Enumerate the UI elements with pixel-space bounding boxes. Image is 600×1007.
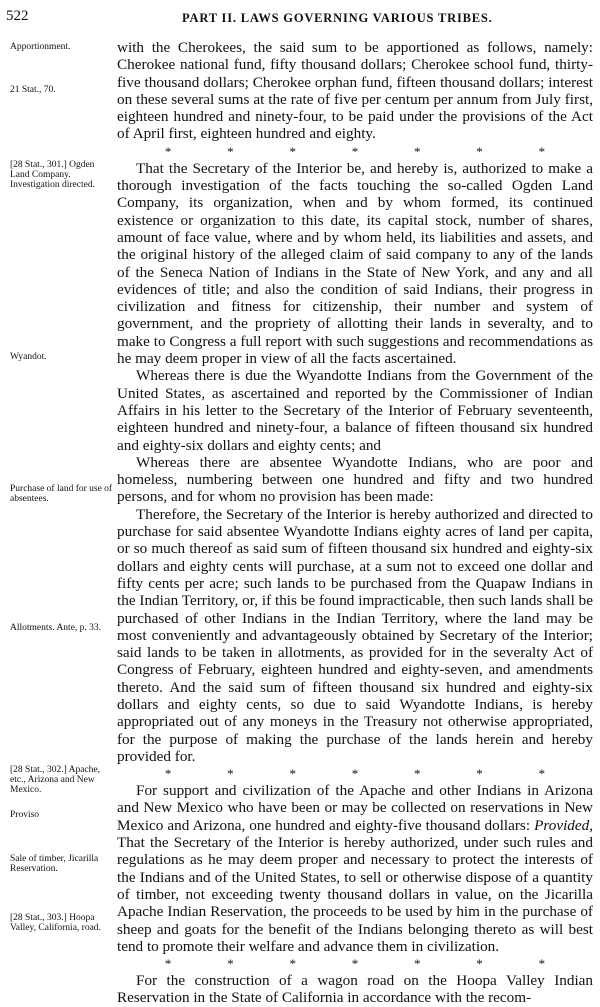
paragraph-apache bbox=[117, 782, 593, 955]
star-mark: * bbox=[164, 956, 172, 972]
star-mark: * bbox=[289, 766, 296, 782]
paragraph-wyandotte-absentee: Whereas there are absentee Wyandotte Indians, who are poor and homeless, numbering between one hundred and fifty and two hundred persons, and for whom no provision has been made: bbox=[117, 453, 593, 506]
margin-note-ogden: [28 Stat., 301.] Ogden Land Company. Investigation directed. bbox=[10, 160, 95, 190]
star-mark: * bbox=[476, 956, 483, 972]
star-mark: * bbox=[414, 956, 421, 972]
star-mark: * bbox=[289, 956, 296, 972]
page-number: 522 bbox=[6, 8, 29, 24]
paragraph-hoopa: For the construction of a wagon road on the Hoopa Valley Indian Reservation in the State of California in accordance with the recom- bbox=[117, 972, 593, 1007]
star-mark: * bbox=[289, 143, 296, 159]
margin-note-wyandot: Wyandot. bbox=[10, 352, 47, 362]
paragraph-purchase: Therefore, the Secretary of the Interior is hereby authorized and directed to purchase for said absentee Wyandotte Indians eighty acres of land per capita, or so much thereof as said sum of fifteen thousand six hundred and eighty-six dollars and eighty cents will purchase, at a sum not to exceed one dollar and fifty cents per acre; such lands to be purchased from the Quapaw Indians in the Indian Territory, or, if this be found impracticable, then such lands shall be purchased of other Indians in the Indian Territory, where the land may be most conveniently and advantageously obtained by Secretary of the Interior; said lands to be taken in allotments, as provided for in the severalty Act of Congress of February, eighteen hundred and eighty-seven, and amendments thereto. And the said sum of fifteen thousand six hundred and eighty-six dollars and eighty cents, so due to said Wyandotte Indians, is hereby appropriated out of any moneys in the Treasury not otherwise appropriated, for the purpose of making the purchase of the lands herein and hereby provided for. bbox=[117, 505, 593, 765]
running-head: PART II. LAWS GOVERNING VARIOUS TRIBES. bbox=[182, 11, 493, 25]
star-mark: * bbox=[164, 766, 172, 782]
paragraph-cherokee: with the Cherokees, the said sum to be apportioned as follows, namely: Cherokee national fund, fifty thousand dollars; Cherokee school fund, thirty-five thousand dollars; Cherokee orphan fund, fifteen thousand dollars; interest on these several sums at the rate of five per centum per annum from July first, eighteen hundred and ninety-four, to be paid under the provisions of the Act of April first, eighteen hundred and eighty. bbox=[117, 39, 593, 143]
page-header bbox=[6, 8, 592, 28]
star-mark: * bbox=[476, 766, 483, 782]
star-mark: * bbox=[414, 143, 421, 159]
star-mark: * bbox=[476, 143, 483, 159]
section-separator bbox=[117, 765, 593, 782]
star-mark: * bbox=[351, 766, 359, 782]
margin-note-timber: Sale of timber, Jicarilla Reservation. bbox=[10, 854, 99, 874]
star-mark: * bbox=[227, 956, 234, 972]
star-mark: * bbox=[538, 956, 546, 972]
paragraph-ogden: That the Secretary of the Interior be, and hereby is, authorized to make a thorough investigation of the facts touching the so-called Ogden Land Company, its organization, when and by whom formed, its continued existence or organization to this date, its capital stock, number of shares, amount of face value, where and by whom held, its liabilities and assets, and the original history of the alleged claim of said company to any of the lands of the Seneca Nation of Indians in the State of New York, and any and all evidences of title; and also the condition of said Indians, their progress in civilization and fitness for citizenship, their number and system of government, and the propriety of allotting their lands in severalty, and to make to Congress a full report with such suggestions and recommendations as he may deem proper in view of all the facts ascertained. bbox=[117, 159, 593, 368]
margin-note-allotments: Allotments. Ante, p. 33. bbox=[10, 623, 102, 633]
star-mark: * bbox=[538, 143, 546, 159]
star-mark: * bbox=[164, 143, 172, 159]
margin-note-apportionment: Apportionment. bbox=[10, 42, 71, 52]
star-mark: * bbox=[351, 956, 359, 972]
proviso-word: Provided, bbox=[534, 816, 594, 834]
star-mark: * bbox=[351, 143, 359, 159]
section-separator bbox=[117, 143, 593, 160]
star-mark: * bbox=[227, 143, 234, 159]
apache-text: For support and civilization of the Apache and other Indians in Arizona and New Mexico who have been or may be collected on reservations in New Mexico and Arizona, one hundred and eighty-five thousand dollars: bbox=[117, 782, 593, 834]
margin-note-apache: [28 Stat., 302.] Apache, etc., Arizona and New Mexico. bbox=[10, 765, 100, 795]
star-mark: * bbox=[538, 766, 546, 782]
star-mark: * bbox=[227, 766, 234, 782]
star-mark: * bbox=[414, 766, 421, 782]
margin-note-proviso: Proviso bbox=[10, 810, 40, 820]
margin-note-statute: 21 Stat., 70. bbox=[10, 85, 56, 95]
section-separator bbox=[117, 955, 593, 972]
margin-note-hoopa: [28 Stat., 303.] Hoopa Valley, California, road. bbox=[10, 913, 101, 933]
margin-note-purchase: Purchase of land for use of absentees. bbox=[10, 484, 113, 504]
main-text-column bbox=[117, 39, 593, 1007]
paragraph-wyandotte-due: Whereas there is due the Wyandotte Indians from the Government of the United States, as ascertained and reported by the Commissioner of Indian Affairs in his letter to the Secretary of the Interior of February seventeenth, eighteen hundred and ninety-four, a balance of fifteen thousand six hundred and eighty-six dollars and eighty cents; and bbox=[117, 367, 593, 454]
proviso-text: That the Secretary of the Interior is hereby authorized, under such rules and regulations as he may deem proper and necessary to protect the interests of the Indians and of the United States, to sell or otherwise dispose of a quantity of timber, not exceeding twenty thousand dollars in value, on the Jicarilla Apache Indian Reservation, the proceeds to be used by him in the purchase of sheep and goats for the benefit of the Indians belonging thereto as will best tend to promote their welfare and advance them in civilization. bbox=[117, 834, 593, 955]
